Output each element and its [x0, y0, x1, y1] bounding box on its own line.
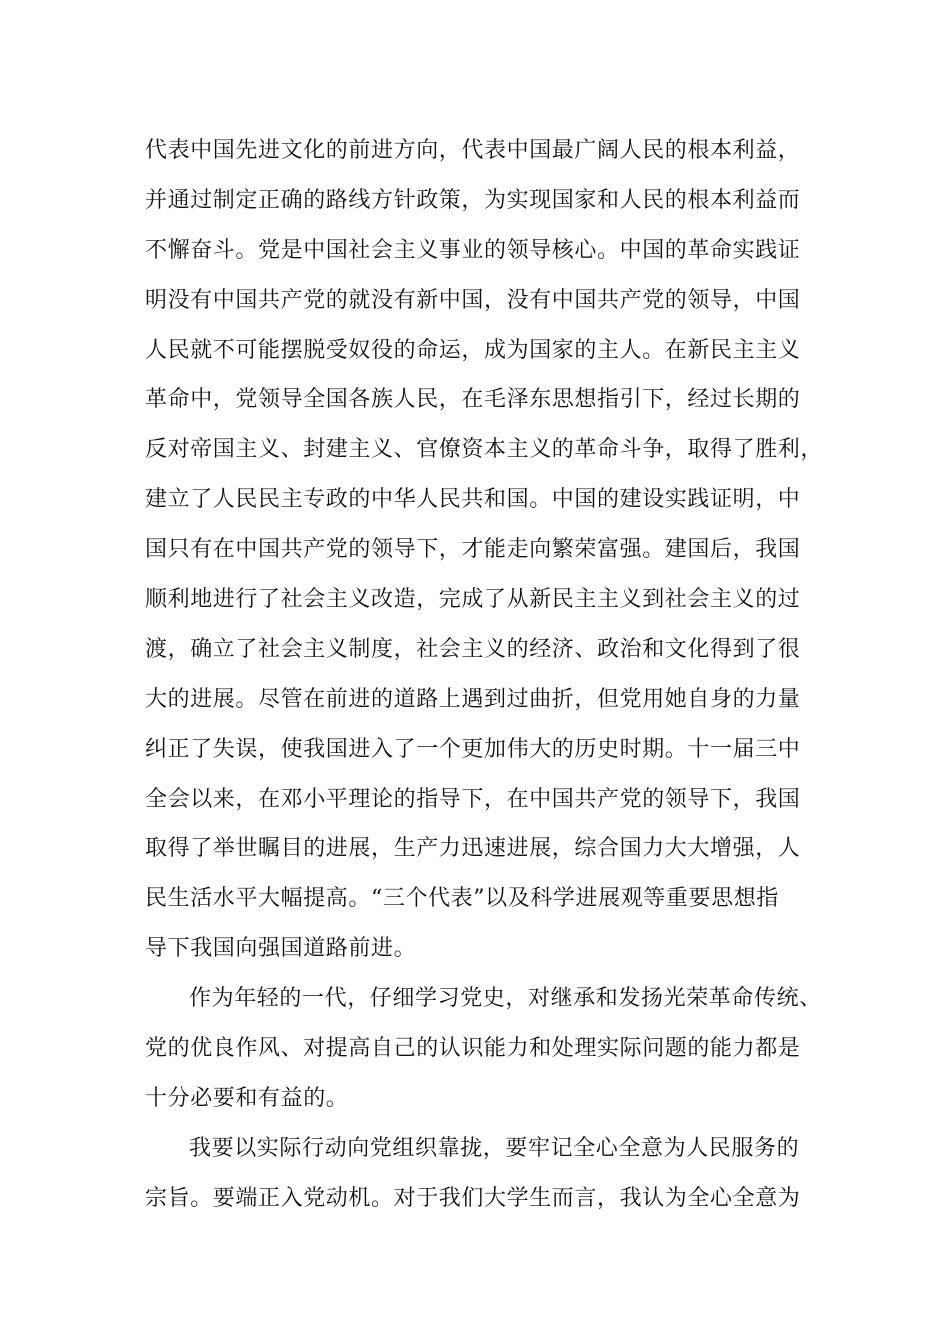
text-line: 明没有中国共产党的就没有新中国，没有中国共产党的领导，中国	[145, 287, 801, 313]
text-line: 反对帝国主义、封建主义、官僚资本主义的革命斗争，取得了胜利，	[145, 437, 824, 463]
document-body	[145, 126, 825, 1224]
text-line: 建立了人民民主专政的中华人民共和国。中国的建设实践证明，中	[145, 487, 801, 513]
text-line: 革命中，党领导全国各族人民，在毛泽东思想指引下，经过长期的	[145, 387, 801, 413]
text-line: 渡，确立了社会主义制度，社会主义的经济、政治和文化得到了很	[145, 636, 801, 662]
text-line: 人民就不可能摆脱受奴役的命运，成为国家的主人。在新民主主义	[145, 337, 801, 363]
text-line: 宗旨。要端正入党动机。对于我们大学生而言，我认为全心全意为	[145, 1185, 801, 1211]
paragraph-first-line: 我要以实际行动向党组织靠拢，要牢记全心全意为人民服务的	[189, 1135, 800, 1161]
text-line: 国只有在中国共产党的领导下，才能走向繁荣富强。建国后，我国	[145, 537, 801, 563]
text-line: 党的优良作风、对提高自己的认识能力和处理实际问题的能力都是	[145, 1036, 801, 1062]
text-line: 不懈奋斗。党是中国社会主义事业的领导核心。中国的革命实践证	[145, 237, 801, 263]
text-line: 导下我国向强国道路前进。	[145, 936, 417, 962]
text-line: 并通过制定正确的路线方针政策，为实现国家和人民的根本利益而	[145, 187, 801, 213]
text-line: 代表中国先进文化的前进方向，代表中国最广阔人民的根本利益，	[145, 138, 801, 163]
paragraph-first-line: 作为年轻的一代，仔细学习党史，对继承和发扬光荣革命传统、	[189, 986, 822, 1012]
text-line: 十分必要和有益的。	[145, 1085, 349, 1111]
text-line: 取得了举世瞩目的进展，生产力迅速进展，综合国力大大增强，人	[145, 836, 801, 862]
text-line: 民生活水平大幅提高。“三个代表”以及科学进展观等重要思想指	[145, 886, 779, 912]
text-line: 大的进展。尽管在前进的道路上遇到过曲折，但党用她自身的力量	[145, 686, 801, 712]
text-line: 全会以来，在邓小平理论的指导下，在中国共产党的领导下，我国	[145, 786, 801, 812]
text-line: 顺利地进行了社会主义改造，完成了从新民主主义到社会主义的过	[145, 587, 801, 613]
text-line: 纠正了失误，使我国进入了一个更加伟大的历史时期。十一届三中	[145, 736, 801, 762]
